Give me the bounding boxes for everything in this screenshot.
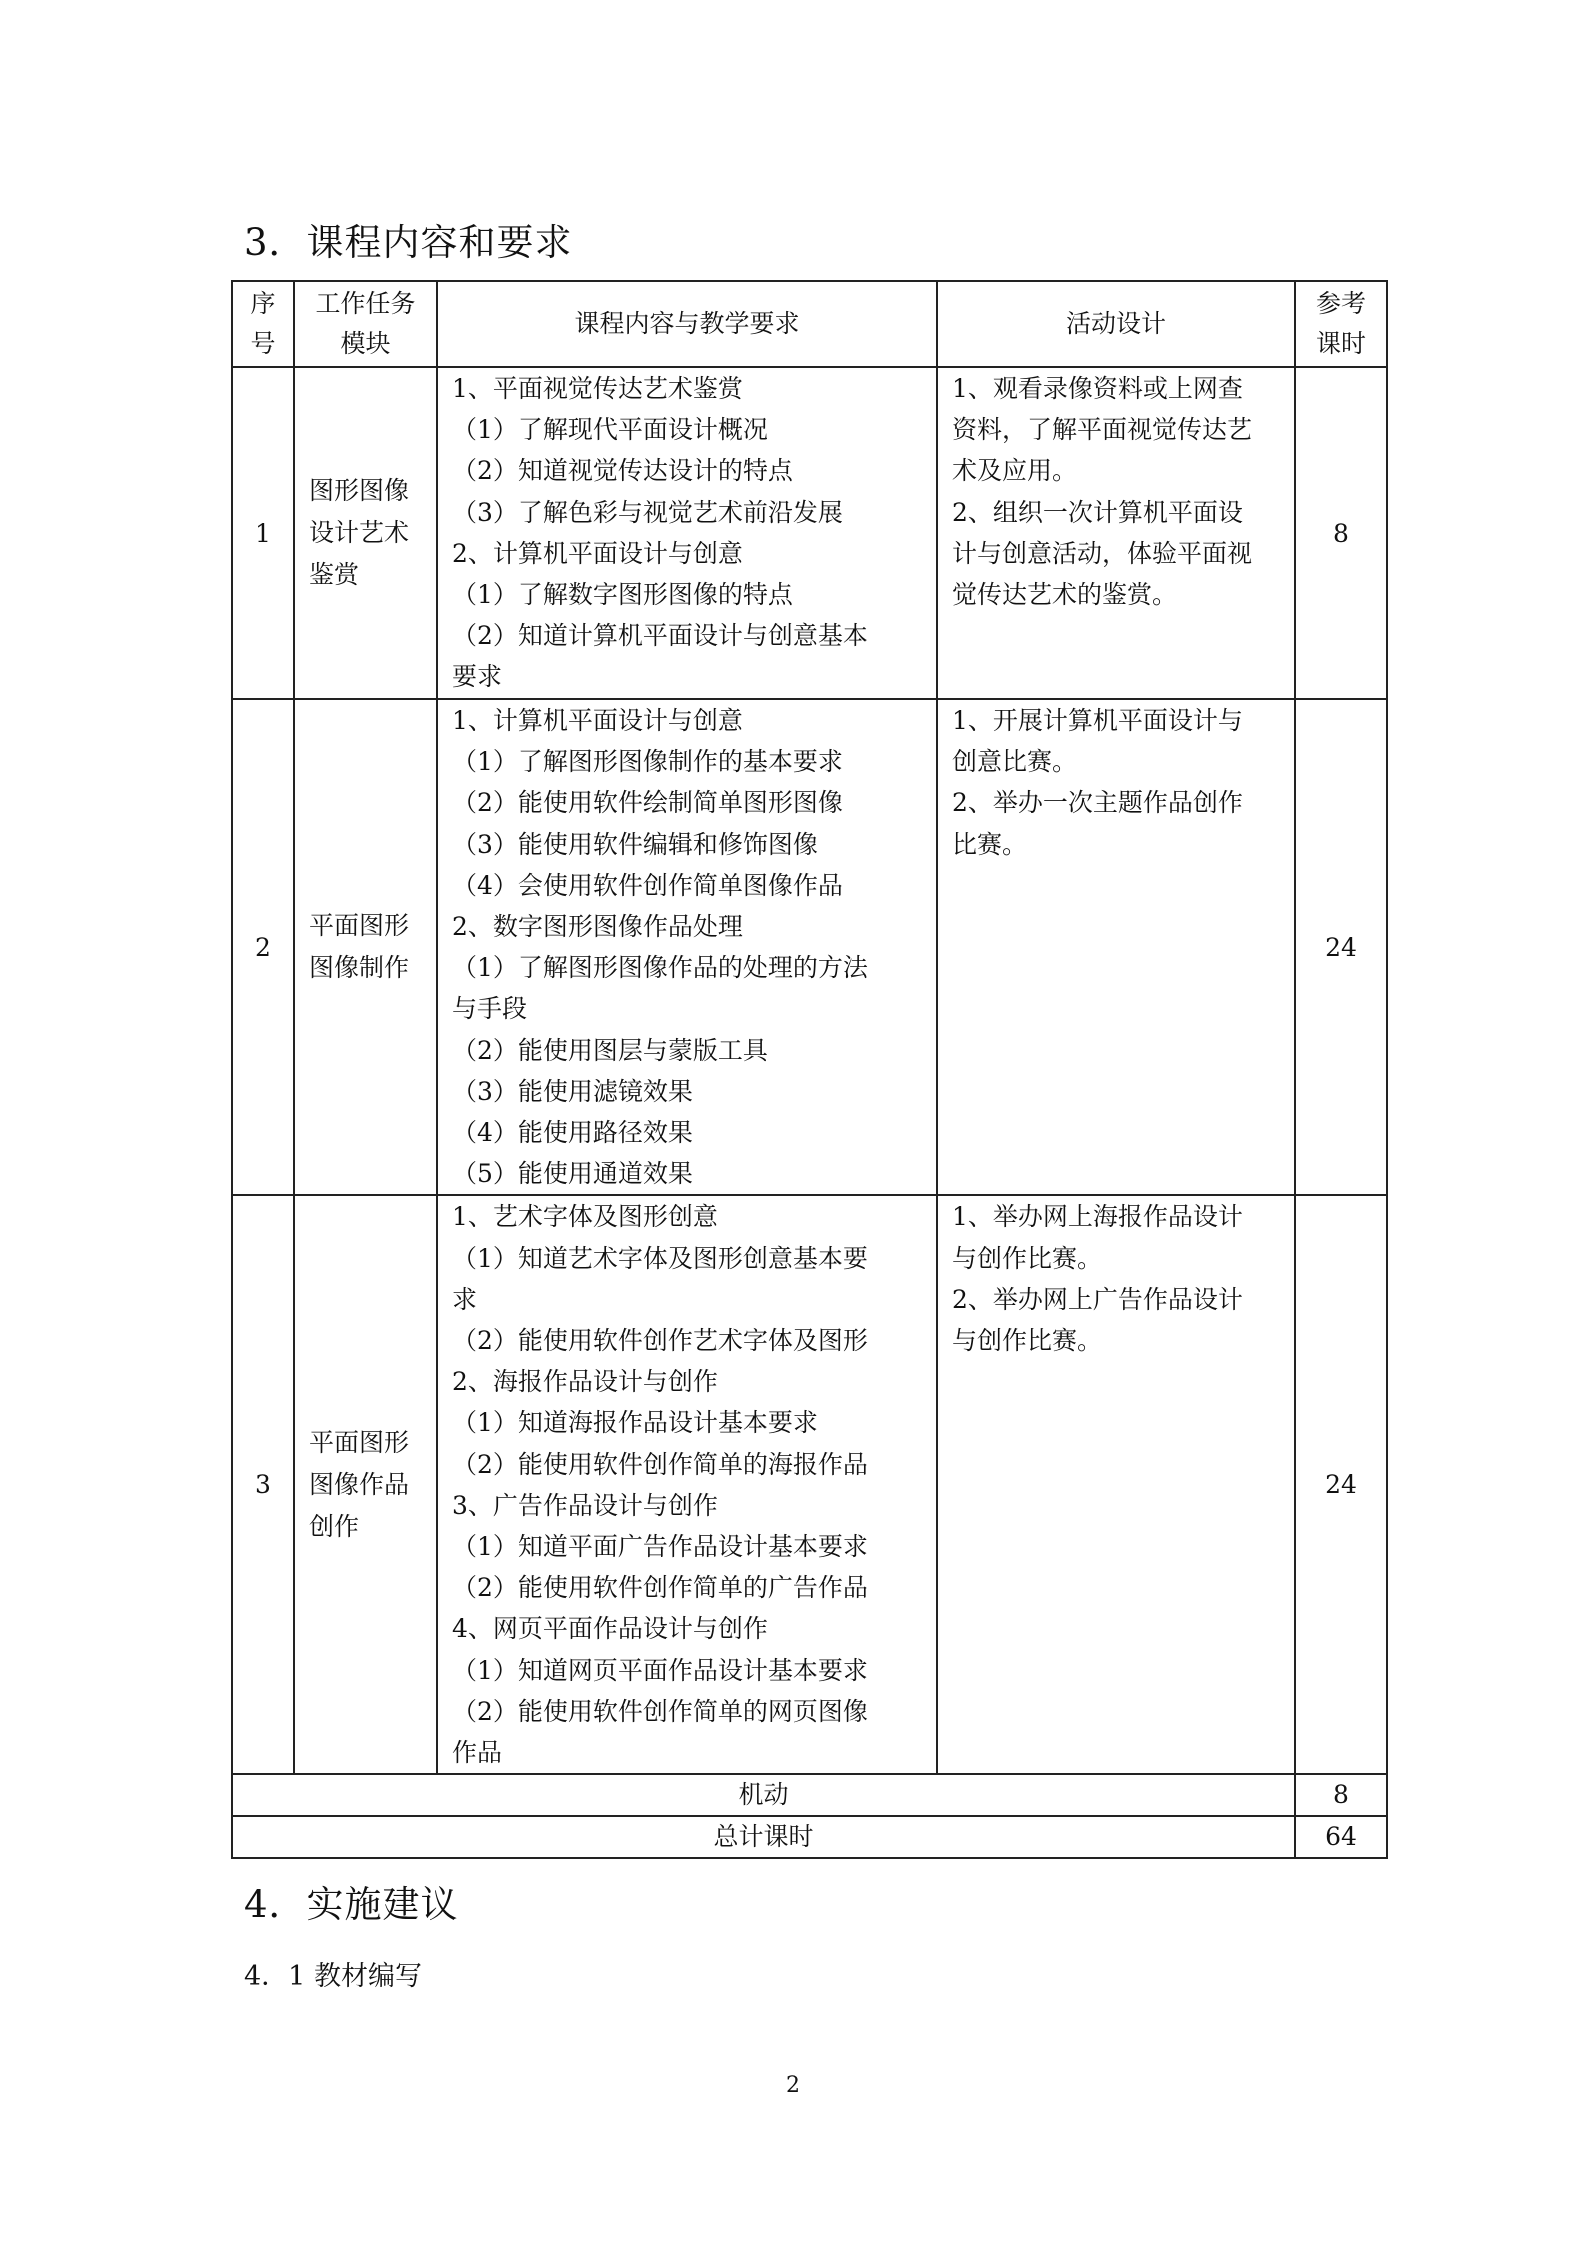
row-index: 2: [232, 699, 294, 1195]
row-index: 1: [232, 367, 294, 699]
table-row: [232, 367, 1387, 699]
table-header-row: [232, 281, 1387, 367]
row-activity: 1、观看录像资料或上网查 资料，了解平面视觉传达艺 术及应用。 2、组织一次计算机平面设 计与创意活动，体验平面视 觉传达艺术的鉴赏。: [937, 367, 1295, 699]
row-index: 3: [232, 1195, 294, 1774]
header-content: 课程内容与教学要求: [437, 281, 937, 367]
page-number: 2: [786, 2073, 800, 2098]
total-label: 总计课时: [232, 1816, 1295, 1858]
course-content-table: [231, 280, 1388, 1859]
row-module: 图形图像 设计艺术 鉴赏: [294, 367, 437, 699]
section-4-heading: 4．实施建议: [244, 1883, 459, 1926]
table-row: [232, 1195, 1387, 1774]
header-module: 工作任务 模块: [294, 281, 437, 367]
header-index: 序 号: [232, 281, 294, 367]
subsection-4-1-heading: 4．1 教材编写: [244, 1961, 422, 1992]
row-content: 1、艺术字体及图形创意 （1）知道艺术字体及图形创意基本要 求 （2）能使用软件创作艺术字体及图形 2、海报作品设计与创作 （1）知道海报作品设计基本要求 （2）能使用软件创作简单的海报作品 3、广告作品设计与创作 （1）知道平面广告作品设计基本要求 （2）能使用软件创作简单的广告作品 4、网页平面作品设计与创作 （1）知道网页平面作品设计基本要求 （2）能使用软件创作简单的网页图像 作品: [437, 1195, 937, 1774]
flex-label: 机动: [232, 1774, 1295, 1816]
row-hours: 24: [1295, 699, 1387, 1195]
row-activity: 1、举办网上海报作品设计 与创作比赛。 2、举办网上广告作品设计 与创作比赛。: [937, 1195, 1295, 1774]
row-hours: 24: [1295, 1195, 1387, 1774]
total-hours-row: [232, 1816, 1387, 1858]
flex-hours: 8: [1295, 1774, 1387, 1816]
table-row: [232, 699, 1387, 1195]
total-hours: 64: [1295, 1816, 1387, 1858]
row-module: 平面图形 图像作品 创作: [294, 1195, 437, 1774]
row-content: 1、计算机平面设计与创意 （1）了解图形图像制作的基本要求 （2）能使用软件绘制简单图形图像 （3）能使用软件编辑和修饰图像 （4）会使用软件创作简单图像作品 2、数字图形图像作品处理 （1）了解图形图像作品的处理的方法 与手段 （2）能使用图层与蒙版工具 （3）能使用滤镜效果 （4）能使用路径效果 （5）能使用通道效果: [437, 699, 937, 1195]
row-content: 1、平面视觉传达艺术鉴赏 （1）了解现代平面设计概况 （2）知道视觉传达设计的特点 （3）了解色彩与视觉艺术前沿发展 2、计算机平面设计与创意 （1）了解数字图形图像的特点 （2）知道计算机平面设计与创意基本 要求: [437, 367, 937, 699]
header-activity: 活动设计: [937, 281, 1295, 367]
row-module: 平面图形 图像制作: [294, 699, 437, 1195]
flex-hours-row: [232, 1774, 1387, 1816]
header-hours: 参考 课时: [1295, 281, 1387, 367]
row-hours: 8: [1295, 367, 1387, 699]
section-3-heading: 3．课程内容和要求: [244, 221, 573, 264]
row-activity: 1、开展计算机平面设计与 创意比赛。 2、举办一次主题作品创作 比赛。: [937, 699, 1295, 1195]
